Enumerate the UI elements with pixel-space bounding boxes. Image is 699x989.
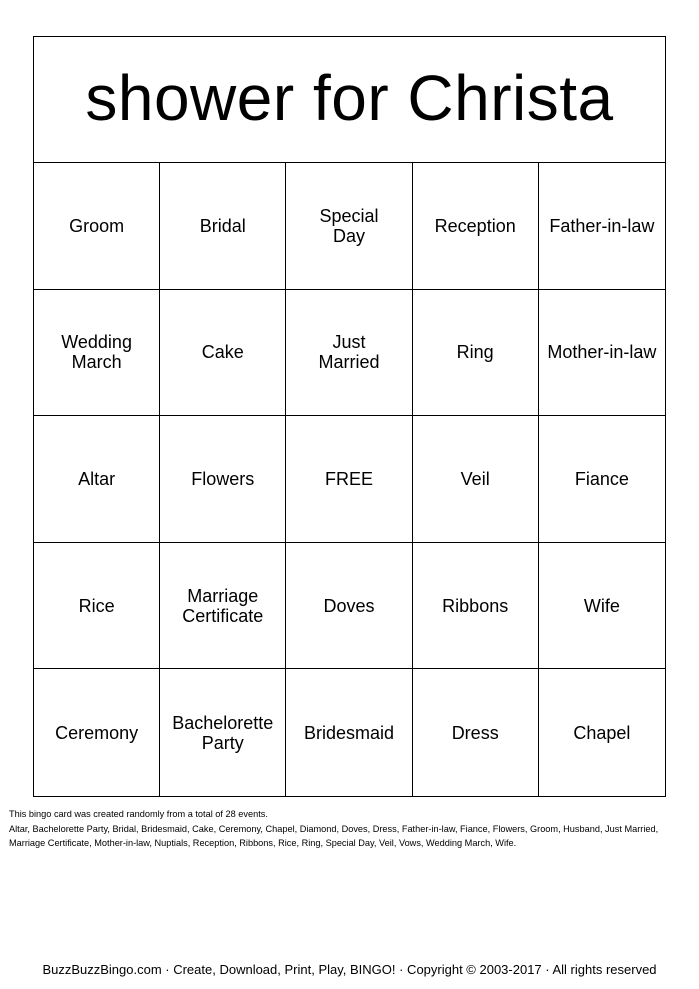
bingo-cell: Special Day: [286, 163, 412, 290]
footer-copyright: BuzzBuzzBingo.com · Create, Download, Print, Play, BINGO! · Copyright © 2003-2017 · All rights reserved: [42, 962, 657, 977]
bingo-cell: Bridal: [160, 163, 286, 290]
bingo-card: [33, 36, 666, 797]
bingo-cell: Veil: [413, 416, 539, 543]
bingo-cell: Father-in-law: [539, 163, 665, 290]
card-info: [9, 807, 693, 851]
bingo-cell: Wife: [539, 543, 665, 670]
bingo-cell: Wedding March: [34, 290, 160, 417]
bingo-cell: Chapel: [573, 722, 631, 743]
bingo-cell: Ring: [413, 290, 539, 417]
bingo-cell-free: FREE: [286, 416, 412, 543]
bingo-cell: Mother-in-law: [539, 290, 665, 417]
bingo-cell: Just Married: [286, 290, 412, 417]
bingo-cell: Doves: [286, 543, 412, 670]
bingo-cell: Bridesmaid: [286, 669, 412, 796]
bingo-cell: Groom: [34, 163, 160, 290]
bingo-cell: Cake: [160, 290, 286, 417]
bingo-cell: Flowers: [160, 416, 286, 543]
bingo-cell: Rice: [34, 543, 160, 670]
bingo-cell: Dress: [413, 669, 539, 796]
events-list-line: Marriage Certificate, Mother-in-law, Nuptials, Reception, Ribbons, Rice, Ring, Special Day, Veil, Vows, Wedding March, Wife.: [9, 838, 517, 848]
bingo-cell: Reception: [413, 163, 539, 290]
bingo-cell: Marriage Certificate: [160, 543, 286, 670]
bingo-grid: [34, 163, 665, 796]
bingo-cell: Ceremony: [34, 669, 160, 796]
bingo-cell: Fiance: [539, 416, 665, 543]
created-note: This bingo card was created randomly from a total of 28 events.: [9, 809, 268, 819]
bingo-cell: Ribbons: [413, 543, 539, 670]
bingo-cell: Bachelorette Party: [160, 669, 286, 796]
events-list-line: Altar, Bachelorette Party, Bridal, Bridesmaid, Cake, Ceremony, Chapel, Diamond, Doves, Dress, Father-in-law, Fiance, Flowers, Groom, Husband, Just Married,: [9, 823, 659, 834]
bingo-cell: Altar: [34, 416, 160, 543]
card-title: shower for Christa: [34, 37, 665, 163]
